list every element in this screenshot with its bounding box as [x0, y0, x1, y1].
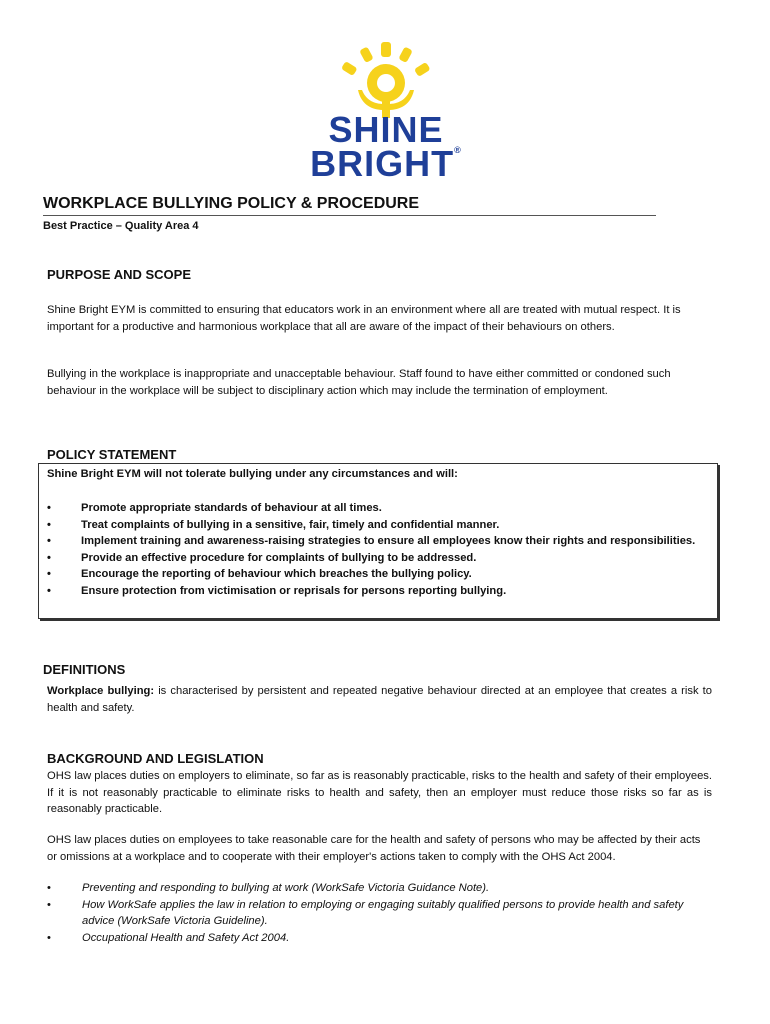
purpose-heading: PURPOSE AND SCOPE [47, 267, 191, 282]
logo-word-shine: SHINE [328, 109, 444, 150]
policy-intro: Shine Bright EYM will not tolerate bullying under any circumstances and will: [47, 468, 458, 480]
policy-item: • Treat complaints of bullying in a sensitive, fair, timely and confidential manner. [39, 517, 709, 534]
bullet-icon: • [47, 568, 51, 580]
registered-mark: ® [454, 145, 462, 155]
reference-item: • Occupational Health and Safety Act 2004. [47, 930, 712, 947]
policy-item: • Implement training and awareness-raising strategies to ensure all employees know their rights and responsibilities. [39, 533, 709, 550]
background-heading: BACKGROUND AND LEGISLATION [47, 751, 264, 766]
bullet-icon: • [47, 551, 51, 564]
shine-bright-logo [306, 40, 466, 184]
policy-statement-box [38, 463, 718, 619]
background-paragraph-2: OHS law places duties on employees to take reasonable care for the health and safety of persons who may be affected by their acts or omissions at a workplace and to cooperate with their employer's actions taken to comply with the OHS Act 2004. [47, 834, 701, 863]
policy-item: • Encourage the reporting of behaviour which breaches the bullying policy. [39, 566, 709, 583]
page-subtitle: Best Practice – Quality Area 4 [43, 220, 199, 232]
policy-item: • Provide an effective procedure for complaints of bullying to be addressed. [39, 550, 709, 567]
bullet-icon: • [47, 518, 51, 531]
reference-list [47, 880, 712, 946]
bullet-icon: • [47, 502, 51, 514]
policy-list [39, 500, 709, 599]
page-title: WORKPLACE BULLYING POLICY & PROCEDURE [43, 195, 420, 212]
background-paragraph-1: OHS law places duties on employers to eliminate, so far as is reasonably practicable, risks to the health and safety of their employees. If it is not reasonably practicable to eliminate risks to health and safety, then an employer must reduce those risks so far as is reasonably practicable. [47, 770, 712, 815]
policy-item: • Ensure protection from victimisation or reprisals for persons reporting bullying. [39, 583, 709, 600]
policy-heading: POLICY STATEMENT [47, 447, 177, 462]
purpose-paragraph-2: Bullying in the workplace is inappropriate and unacceptable behaviour. Staff found to have either committed or condoned such behaviour in the workplace will be subject to disciplinary action which may include the termination of employment. [47, 368, 671, 397]
purpose-paragraph-1: Shine Bright EYM is committed to ensuring that educators work in an environment where all are treated with mutual respect. It is important for a productive and harmonious workplace that all are aware of the impact of their behaviours on others. [47, 304, 681, 333]
bullet-icon: • [47, 931, 51, 944]
bullet-icon: • [47, 898, 51, 911]
title-divider [43, 215, 656, 216]
bullet-icon: • [47, 584, 51, 597]
definitions-heading: DEFINITIONS [43, 662, 126, 677]
bullet-icon: • [47, 535, 51, 547]
reference-item: • How WorkSafe applies the law in relation to employing or engaging suitably qualified persons to provide health and safety advice (WorkSafe Victoria Guideline). [47, 898, 684, 927]
definition-paragraph [47, 683, 712, 716]
reference-item: • Preventing and responding to bullying at work (WorkSafe Victoria Guidance Note). [47, 880, 712, 897]
logo-word-bright: BRIGHT® [310, 143, 462, 184]
sun-flower-icon [306, 40, 466, 118]
bullet-icon: • [47, 882, 51, 894]
definition-term: Workplace bullying: [47, 685, 155, 697]
definition-text: is characterised by persistent and repeated negative behaviour directed at an employee that creates a risk to health and safety. [47, 685, 713, 714]
policy-item: • Promote appropriate standards of behaviour at all times. [39, 500, 709, 517]
